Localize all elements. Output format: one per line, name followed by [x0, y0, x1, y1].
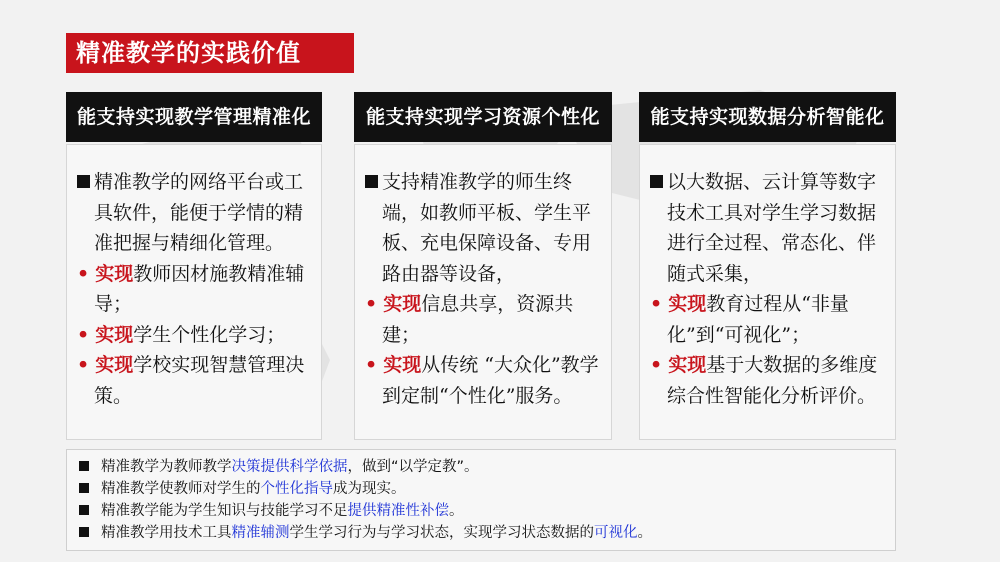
square-bullet-icon [365, 175, 378, 188]
bullet-dot-icon: • [650, 293, 663, 315]
column-box-analytics [639, 144, 896, 440]
bullet-dot-icon: • [650, 354, 663, 376]
list-item: • 实现基于大数据的多维度综合性智能化分析评价。 [650, 354, 878, 407]
bullet-dot-icon: • [365, 354, 378, 376]
list-item: • 实现教师因材施教精准辅导； [77, 262, 305, 315]
main-point: 以大数据、云计算等数字技术工具对学生学习数据进行全过程、常态化、伴随式采集， [650, 167, 885, 289]
main-point: 支持精准教学的师生终端，如教师平板、学生平板、充电保障设备、专用路由器等设备， [365, 167, 601, 289]
square-bullet-icon [77, 175, 90, 188]
column-box-resources [354, 144, 612, 440]
square-bullet-icon [79, 527, 89, 537]
summary-item: 精准教学能为学生知识与技能学习不足提供精准性补偿。 [79, 500, 895, 522]
list-item: • 实现教育过程从“非量化”到“可视化”； [650, 293, 849, 346]
square-bullet-icon [79, 461, 89, 471]
summary-item: 精准教学为教师教学决策提供科学依据，做到“以学定教”。 [79, 456, 895, 478]
column-header-resources: 能支持实现学习资源个性化 [354, 92, 612, 142]
bullet-dot-icon: • [365, 293, 378, 315]
bullet-dot-icon: • [77, 354, 90, 376]
list-item: • 实现从传统 “大众化”教学到定制“个性化”服务。 [365, 354, 599, 407]
bullet-dot-icon: • [77, 323, 90, 346]
summary-item: 精准教学使教师对学生的个性化指导成为现实。 [79, 478, 895, 500]
list-item: • 实现学校实现智慧管理决策。 [77, 354, 305, 407]
column-box-management [66, 144, 322, 440]
column-header-analytics: 能支持实现数据分析智能化 [639, 92, 896, 142]
column-header-management: 能支持实现教学管理精准化 [66, 92, 322, 142]
slide-title: 精准教学的实践价值 [66, 33, 354, 73]
bullet-dot-icon: • [77, 262, 90, 285]
summary-item: 精准教学用技术工具精准辅测学生学习行为与学习状态，实现学习状态数据的可视化。 [79, 522, 895, 544]
summary-box [66, 449, 896, 551]
square-bullet-icon [79, 505, 89, 515]
square-bullet-icon [650, 175, 663, 188]
main-point: 精准教学的网络平台或工具软件，能便于学情的精准把握与精细化管理。 [77, 167, 311, 259]
square-bullet-icon [79, 483, 89, 493]
list-item: • 实现学生个性化学习； [77, 323, 286, 346]
list-item: • 实现信息共享，资源共建； [365, 293, 574, 346]
